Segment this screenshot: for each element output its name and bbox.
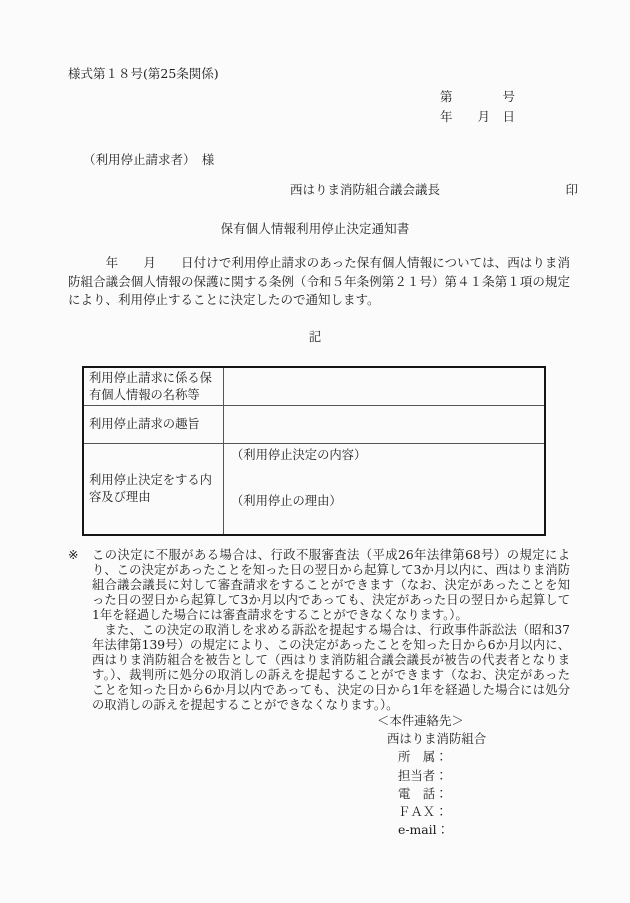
row-value-cell (224, 444, 546, 535)
note-paragraph-lawsuit: また、この決定の取消しを求める訴訟を提起する場合は、行政事件訴訟法（昭和37年法律第139号）の規定により、この決定があったことを知った日から6か月以内に、西はりま消防組合を被告として（西はりま消防組合議会議長が被告の代表者となります。）、裁判所に処分の取消しの訴えを提起することができます（なお、決定があったことを知った日から6か月以内であっても、決定の日から1年を経過した場合には処分の取消しの訴えを提起することができなくなります。）。 (92, 623, 570, 712)
body-paragraph: 年 月 日付けで利用停止請求のあった保有個人情報については、西はりま消防組合議会個人情報の保護に関する条例（令和５年条例第２１号）第４１条第１項の規定により、利用停止することに決定したので通知します。 (68, 255, 570, 307)
ki-heading: 記 (308, 329, 322, 344)
decision-content-label: （利用停止決定の内容） (231, 448, 367, 462)
contact-field-department: 所 属： (398, 749, 448, 765)
contact-field-person: 担当者： (398, 767, 448, 783)
table-row-decision-content-reason (83, 444, 545, 535)
issuer-row (290, 180, 578, 198)
table-row-request-purpose (83, 406, 545, 444)
date-line: 年 月 日 (440, 109, 516, 124)
contact-field-email: e-mail： (398, 822, 449, 838)
note-paragraph-appeal: この決定に不服がある場合は、行政不服審査法（平成26年法律第68号）の規定により、この決定があったことを知った日の翌日から起算して3か月以内に、西はりま消防組合議会議長に対して審査請求をすることができます（なお、決定があったことを知った日の翌日から起算して3か月以内であっても、決定があった日の翌日から起算して1年を経過した場合には審査請求をすることができなくなります。）。 (92, 548, 570, 622)
table-row-held-info-name (83, 367, 545, 406)
seal-mark: 印 (565, 182, 578, 197)
asterisk-marker: ※ (68, 548, 79, 562)
form-number: 様式第１８号(第25条関係) (68, 66, 219, 81)
addressee-line: （利用停止請求者） 様 (83, 152, 215, 167)
row-value-cell (224, 367, 546, 406)
row-label-cell: 利用停止請求に係る保有個人情報の名称等 (83, 367, 224, 406)
issuer-name: 西はりま消防組合議会議長 (290, 182, 441, 197)
note-text (92, 548, 570, 713)
contact-field-phone: 電 話： (398, 785, 448, 801)
suspension-reason-label: （利用停止の理由） (231, 493, 342, 508)
contact-field-fax: ＦＡＸ： (398, 804, 448, 820)
document-number-line: 第 号 (440, 89, 516, 104)
contact-section (377, 712, 486, 839)
document-title: 保有個人情報利用停止決定通知書 (220, 221, 410, 236)
contact-org: 西はりま消防組合 (387, 731, 487, 747)
contact-header: ＜本件連絡先＞ (377, 713, 464, 728)
notice-table (82, 366, 546, 536)
note-section (68, 548, 570, 713)
row-label-cell: 利用停止決定をする内容及び理由 (83, 444, 224, 535)
row-value-cell (224, 406, 546, 444)
row-label-cell: 利用停止請求の趣旨 (83, 406, 224, 444)
